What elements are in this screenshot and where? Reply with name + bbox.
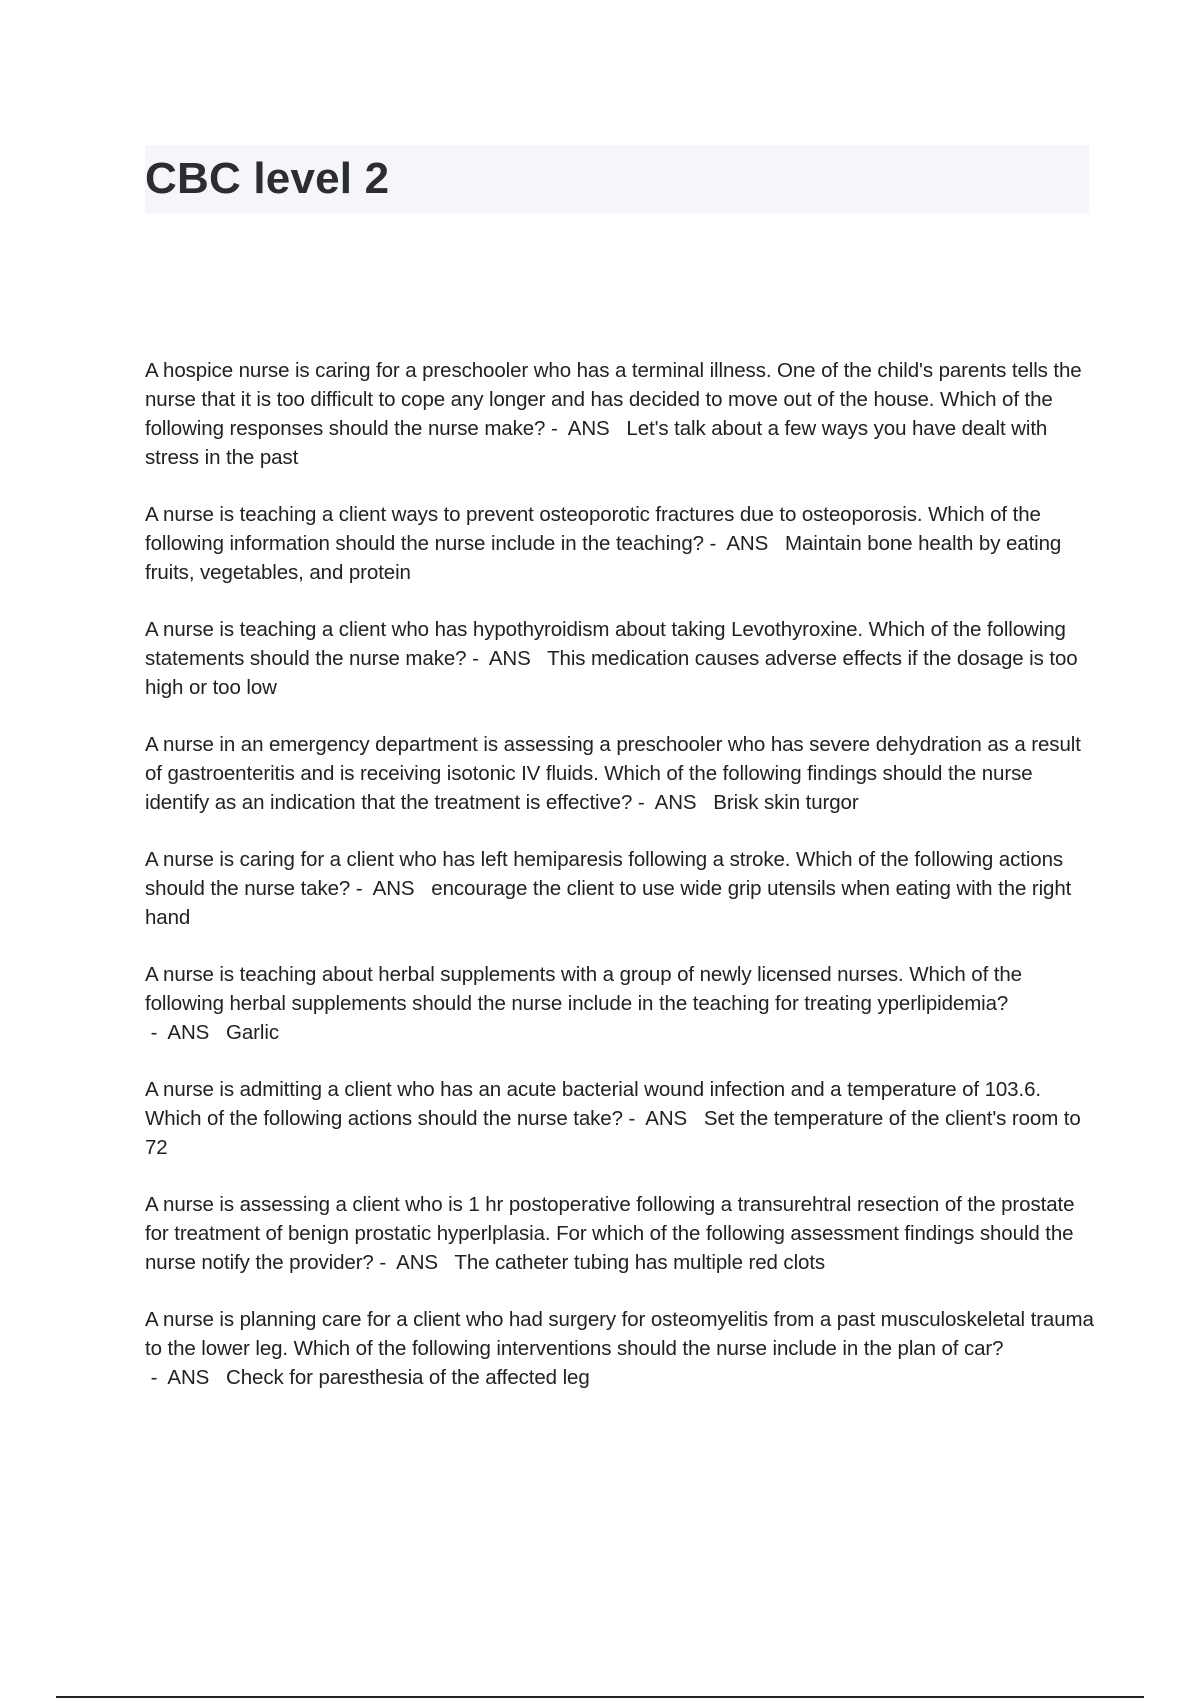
answer-separator: - ANS	[703, 532, 785, 555]
answer-text: Let's talk about a few ways you have dealt with stress in the past	[145, 417, 1048, 469]
answer-text: Maintain bone health by eating fruits, vegetables, and protein	[145, 532, 1062, 584]
answer-separator: - ANS	[545, 417, 627, 440]
title-banner	[145, 145, 1089, 213]
qa-list	[145, 356, 1095, 1420]
qa-item	[145, 1305, 1095, 1392]
answer-separator: - ANS	[145, 1366, 227, 1389]
qa-item	[145, 500, 1095, 587]
qa-item	[145, 615, 1095, 702]
answer-separator: - ANS	[145, 1021, 227, 1044]
answer-separator: - ANS	[373, 1251, 455, 1274]
qa-item	[145, 730, 1095, 817]
answer-text: The catheter tubing has multiple red clots	[454, 1251, 826, 1274]
qa-item	[145, 356, 1095, 472]
question-text: A nurse is teaching about herbal supplements with a group of newly licensed nurses. Which of the following herbal supplements should the nurse include in the teaching for treating yperlipidemia?	[145, 963, 1022, 1015]
qa-item	[145, 1190, 1095, 1277]
answer-separator: - ANS	[466, 647, 548, 670]
question-text: A nurse is teaching a client who has hypothyroidism about taking Levothyroxine. Which of the following statements should the nurse make?	[145, 618, 1066, 670]
answer-text: This medication causes adverse effects if the dosage is too high or too low	[145, 647, 1078, 699]
answer-text: Garlic	[226, 1021, 279, 1044]
page-bottom-rule	[56, 1696, 1144, 1698]
answer-text: Check for paresthesia of the affected leg	[226, 1366, 590, 1389]
question-text: A nurse is caring for a client who has left hemiparesis following a stroke. Which of the following actions should the nurse take?	[145, 848, 1064, 900]
qa-item	[145, 1075, 1095, 1162]
qa-item	[145, 960, 1095, 1047]
answer-separator: - ANS	[350, 877, 432, 900]
answer-text: encourage the client to use wide grip utensils when eating with the right hand	[145, 877, 1072, 929]
answer-text: Set the temperature of the client's room to 72	[145, 1107, 1081, 1159]
page-title: CBC level 2	[145, 154, 390, 203]
question-text: A nurse in an emergency department is assessing a preschooler who has severe dehydration as a result of gastroenteritis and is receiving isotonic IV fluids. Which of the following findings should the nurse identify as an indication that the treatment is effective?	[145, 733, 1081, 814]
qa-item	[145, 845, 1095, 932]
question-text: A nurse is planning care for a client who had surgery for osteomyelitis from a past musculoskeletal trauma to the lower leg. Which of the following interventions should the nurse include in the plan of car?	[145, 1308, 1094, 1360]
answer-separator: - ANS	[632, 791, 714, 814]
answer-text: Brisk skin turgor	[713, 791, 859, 814]
answer-separator: - ANS	[622, 1107, 704, 1130]
question-text: A nurse is admitting a client who has an acute bacterial wound infection and a temperature of 103.6. Which of the following actions should the nurse take?	[145, 1078, 1041, 1130]
question-text: A hospice nurse is caring for a preschooler who has a terminal illness. One of the child's parents tells the nurse that it is too difficult to cope any longer and has decided to move out of the house. Which of the following responses should the nurse make?	[145, 359, 1082, 440]
question-text: A nurse is assessing a client who is 1 hr postoperative following a transurehtral resection of the prostate for treatment of benign prostatic hyperlplasia. For which of the following assessment findings should the nurse notify the provider?	[145, 1193, 1075, 1274]
question-text: A nurse is teaching a client ways to prevent osteoporotic fractures due to osteoporosis. Which of the following information should the nurse include in the teaching?	[145, 503, 1041, 555]
